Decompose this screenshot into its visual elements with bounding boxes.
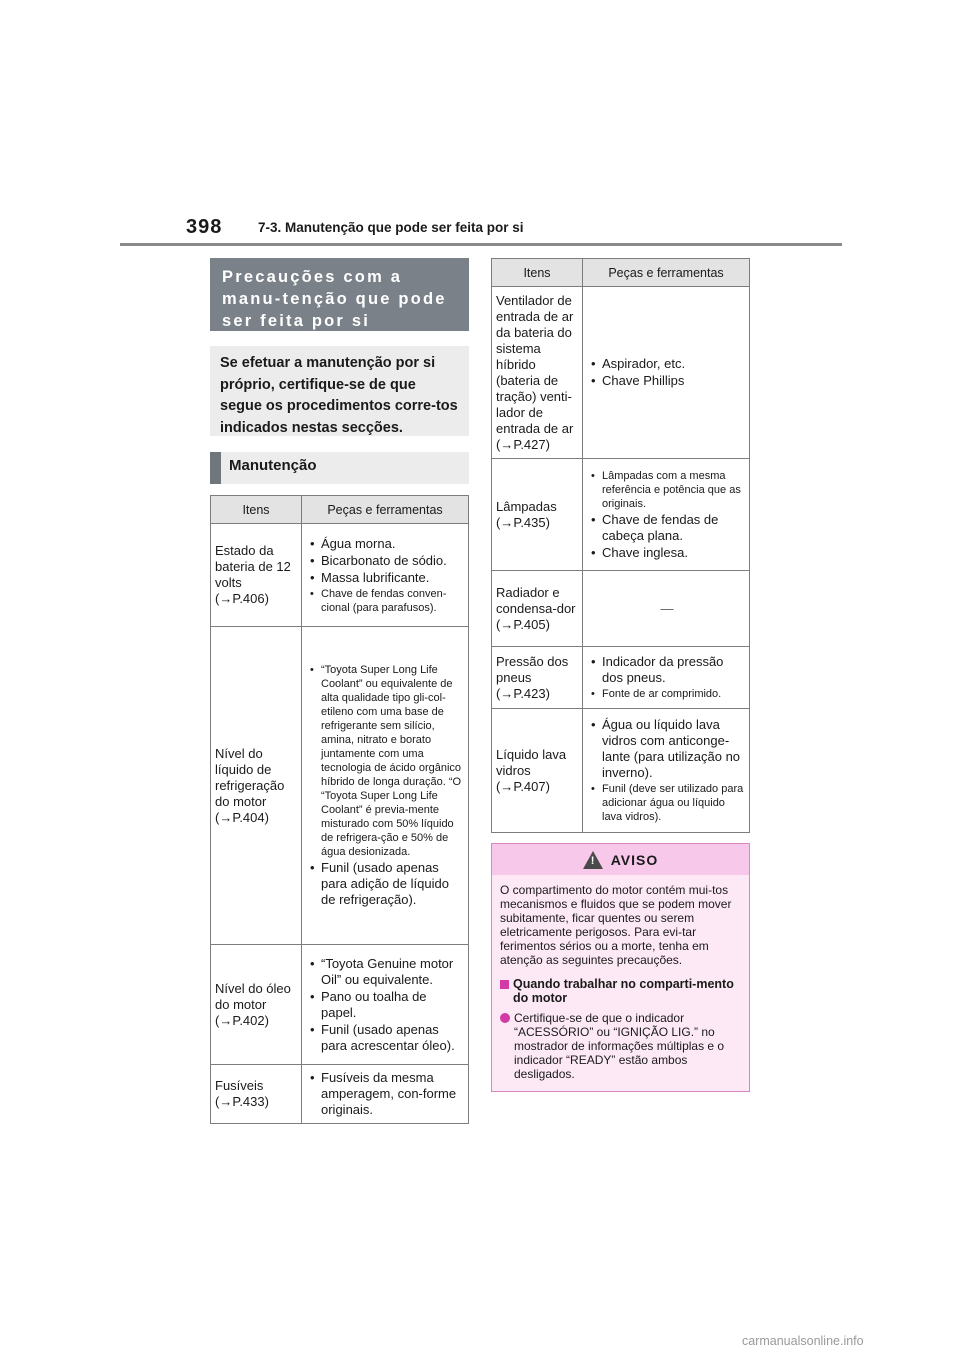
parts-cell — [302, 627, 469, 945]
parts-list — [589, 717, 745, 824]
list-item: • Funil (deve ser utilizado para adicionar água ou líquido lava vidros). — [589, 782, 745, 824]
table-header-row — [492, 259, 750, 287]
parts-cell — [583, 571, 750, 647]
list-item: • Indicador da pressão dos pneus. — [589, 654, 745, 686]
list-item: • Água ou líquido lava vidros com anticonge-lante (para utilização no inverno). — [589, 717, 745, 781]
parts-list — [308, 956, 464, 1054]
section-header: 7-3. Manutenção que pode ser feita por si — [258, 220, 524, 235]
item-cell: Nível do óleo do motor (→P.402) — [211, 945, 302, 1065]
warning-subtitle-row — [500, 977, 741, 1005]
list-item: • Aspirador, etc. — [589, 356, 745, 372]
section-title: Precauções com a manu-tenção que pode ser feita por si — [210, 258, 469, 331]
table-row — [211, 627, 469, 945]
list-item: • “Toyota Genuine motor Oil” ou equivalente. — [308, 956, 464, 988]
list-item: • Chave de fendas de cabeça plana. — [589, 512, 745, 544]
item-cell: Fusíveis (→P.433) — [211, 1065, 302, 1124]
list-item: • Chave de fendas conven-cional (para parafusos). — [308, 587, 464, 615]
warning-title: AVISO — [610, 851, 659, 868]
maintenance-table-left — [210, 495, 469, 1124]
header-rule — [120, 243, 842, 246]
square-bullet-icon — [500, 980, 509, 989]
parts-cell — [302, 945, 469, 1065]
item-cell: Nível do líquido de refrigeração do motor (→P.404) — [211, 627, 302, 945]
right-column — [491, 258, 750, 1092]
list-item: • Funil (usado apenas para acrescentar óleo). — [308, 1022, 464, 1054]
list-item: • Massa lubrificante. — [308, 570, 464, 586]
table-row — [211, 945, 469, 1065]
list-item: • Lâmpadas com a mesma referência e potência que as originais. — [589, 469, 745, 511]
header-items: Itens — [211, 496, 302, 524]
page-number: 398 — [186, 216, 223, 238]
parts-list — [308, 1070, 464, 1118]
item-cell: Estado da bateria de 12 volts (→P.406) — [211, 524, 302, 627]
item-cell: Lâmpadas (→P.435) — [492, 459, 583, 571]
warning-triangle-icon: ! — [583, 851, 603, 869]
header-items: Itens — [492, 259, 583, 287]
maintenance-table-right — [491, 258, 750, 833]
list-item: • Pano ou toalha de papel. — [308, 989, 464, 1021]
table-header-row — [211, 496, 469, 524]
list-item: • “Toyota Super Long Life Coolant” ou equivalente de alta qualidade tipo gli-col-etileno com uma base de refrigerante sem silício, amina, nitrato e borato juntamente com uma tecnologia de ácido orgânico híbrido de longa duração. “O “Toyota Super Long Life Coolant” é previa-mente misturado com 50% líquido de refrigera-ção e 50% de água desionizada. — [308, 663, 464, 859]
item-cell: Ventilador de entrada de ar da bateria do sistema híbrido (bateria de tração) venti-lador de entrada de ar (→P.427) — [492, 287, 583, 459]
list-item: • Fusíveis da mesma amperagem, con-forme originais. — [308, 1070, 464, 1118]
warning-box — [491, 843, 750, 1092]
list-item: • Funil (usado apenas para adição de líquido de refrigeração). — [308, 860, 464, 908]
warning-point-row — [500, 1011, 741, 1081]
parts-cell — [583, 459, 750, 571]
warning-subtitle: Quando trabalhar no comparti-mento do motor — [513, 977, 734, 1005]
parts-list — [308, 663, 464, 908]
parts-cell — [583, 647, 750, 709]
table-row — [492, 647, 750, 709]
warning-header — [492, 844, 749, 875]
parts-list — [589, 469, 745, 561]
parts-list — [589, 654, 745, 701]
warning-body — [492, 875, 749, 1091]
table-row — [211, 1065, 469, 1124]
list-item: • Água morna. — [308, 536, 464, 552]
list-item: • Chave Phillips — [589, 373, 745, 389]
parts-list — [589, 356, 745, 389]
table-row — [492, 287, 750, 459]
parts-cell — [583, 287, 750, 459]
header-parts: Peças e ferramentas — [302, 496, 469, 524]
item-cell: Pressão dos pneus (→P.423) — [492, 647, 583, 709]
header-parts: Peças e ferramentas — [583, 259, 750, 287]
list-item: • Fonte de ar comprimido. — [589, 687, 745, 701]
table-row — [492, 459, 750, 571]
watermark: carmanualsonline.info — [742, 1334, 864, 1348]
warning-point: Certifique-se de que o indicador “ACESSÓRIO” ou “IGNIÇÃO LIG.” no mostrador de informações múltiplas e o indicador “READY” estão ambos desligados. — [514, 1011, 725, 1081]
maintenance-subheader: Manutenção — [210, 452, 469, 484]
parts-cell — [302, 524, 469, 627]
list-item: • Bicarbonato de sódio. — [308, 553, 464, 569]
parts-list — [308, 536, 464, 615]
warning-text: O compartimento do motor contém mui-tos mecanismos e fluidos que se podem mover subitamente, ficar quentes ou serem eletricamente perigosos. Para evi-tar ferimentos sérios ou a morte, tenha em atenção as seguintes precauções. — [500, 883, 732, 967]
parts-cell — [583, 709, 750, 833]
parts-cell — [302, 1065, 469, 1124]
circle-bullet-icon — [500, 1013, 510, 1023]
item-cell: Líquido lava vidros (→P.407) — [492, 709, 583, 833]
left-column — [210, 258, 469, 1124]
table-row — [492, 571, 750, 647]
list-item: • Chave inglesa. — [589, 545, 745, 561]
empty-dash: — — [660, 600, 674, 616]
table-row — [492, 709, 750, 833]
item-cell: Radiador e condensa-dor (→P.405) — [492, 571, 583, 647]
intro-text: Se efetuar a manutenção por si próprio, certifique-se de que segue os procedimentos corre-tos indicados nestas secções. — [210, 346, 469, 436]
table-row — [211, 524, 469, 627]
